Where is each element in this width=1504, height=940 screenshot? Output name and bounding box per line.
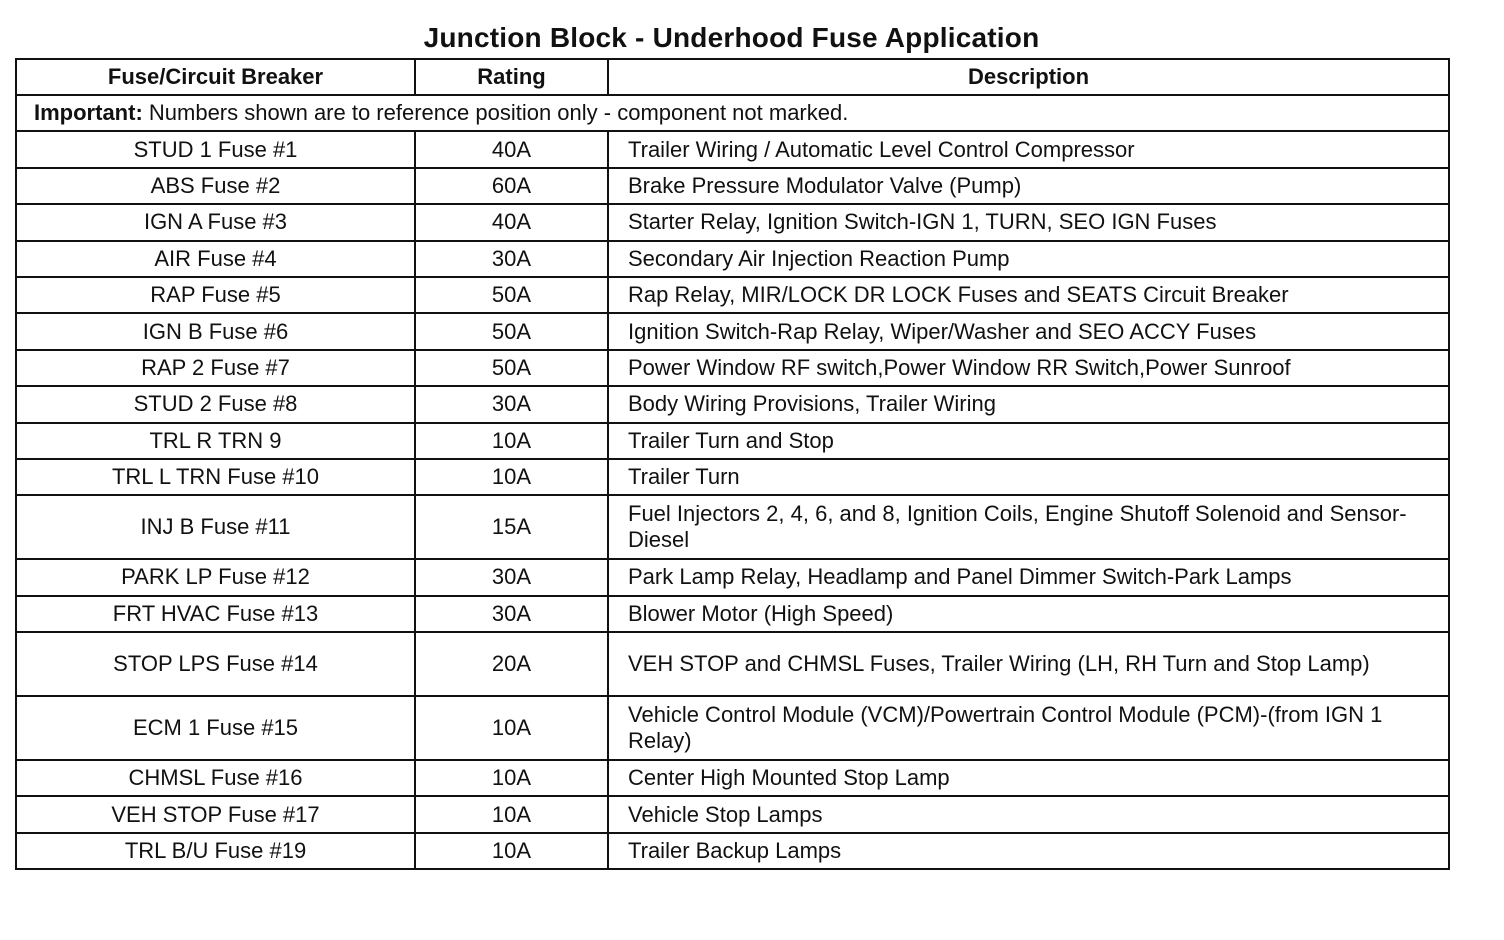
fuse-description: Starter Relay, Ignition Switch-IGN 1, TURN, SEO IGN Fuses bbox=[608, 204, 1449, 240]
table-row bbox=[16, 796, 1449, 832]
table-row bbox=[16, 459, 1449, 495]
table-row bbox=[16, 386, 1449, 422]
fuse-rating: 30A bbox=[415, 559, 608, 595]
fuse-name: FRT HVAC Fuse #13 bbox=[16, 596, 415, 632]
important-text: Numbers shown are to reference position only - component not marked. bbox=[142, 100, 849, 126]
fuse-description: Body Wiring Provisions, Trailer Wiring bbox=[608, 386, 1449, 422]
table-row bbox=[16, 760, 1449, 796]
fuse-rating: 10A bbox=[415, 833, 608, 869]
fuse-name: STUD 1 Fuse #1 bbox=[16, 131, 415, 167]
fuse-rating: 40A bbox=[415, 131, 608, 167]
fuse-description: Vehicle Stop Lamps bbox=[608, 796, 1449, 832]
fuse-description: Rap Relay, MIR/LOCK DR LOCK Fuses and SEATS Circuit Breaker bbox=[608, 277, 1449, 313]
table-row bbox=[16, 423, 1449, 459]
fuse-description: Brake Pressure Modulator Valve (Pump) bbox=[608, 168, 1449, 204]
fuse-name: RAP 2 Fuse #7 bbox=[16, 350, 415, 386]
table-row bbox=[16, 696, 1449, 760]
page-title: Junction Block - Underhood Fuse Application bbox=[423, 22, 1040, 53]
table-row bbox=[16, 241, 1449, 277]
fuse-name: PARK LP Fuse #12 bbox=[16, 559, 415, 595]
table-row bbox=[16, 277, 1449, 313]
fuse-description: Trailer Backup Lamps bbox=[608, 833, 1449, 869]
table-row bbox=[16, 495, 1449, 559]
fuse-description: Trailer Turn and Stop bbox=[608, 423, 1449, 459]
fuse-name: ABS Fuse #2 bbox=[16, 168, 415, 204]
fuse-rating: 30A bbox=[415, 596, 608, 632]
fuse-rating: 50A bbox=[415, 277, 608, 313]
fuse-name: STUD 2 Fuse #8 bbox=[16, 386, 415, 422]
fuse-rating: 10A bbox=[415, 459, 608, 495]
fuse-name: RAP Fuse #5 bbox=[16, 277, 415, 313]
table-row bbox=[16, 131, 1449, 167]
column-header-description: Description bbox=[608, 59, 1449, 95]
fuse-description: Vehicle Control Module (VCM)/Powertrain Control Module (PCM)-(from IGN 1 Relay) bbox=[608, 696, 1449, 760]
fuse-name: AIR Fuse #4 bbox=[16, 241, 415, 277]
fuse-name: CHMSL Fuse #16 bbox=[16, 760, 415, 796]
fuse-rating: 20A bbox=[415, 632, 608, 696]
fuse-rating: 60A bbox=[415, 168, 608, 204]
fuse-rating: 50A bbox=[415, 313, 608, 349]
fuse-name: TRL L TRN Fuse #10 bbox=[16, 459, 415, 495]
column-header-fuse: Fuse/Circuit Breaker bbox=[16, 59, 415, 95]
fuse-name: TRL B/U Fuse #19 bbox=[16, 833, 415, 869]
fuse-rating: 15A bbox=[415, 495, 608, 559]
fuse-rating: 10A bbox=[415, 796, 608, 832]
fuse-rating: 30A bbox=[415, 386, 608, 422]
fuse-description: Power Window RF switch,Power Window RR Switch,Power Sunroof bbox=[608, 350, 1449, 386]
fuse-description: Park Lamp Relay, Headlamp and Panel Dimmer Switch-Park Lamps bbox=[608, 559, 1449, 595]
table-row bbox=[16, 168, 1449, 204]
fuse-name: INJ B Fuse #11 bbox=[16, 495, 415, 559]
important-label: Important: bbox=[34, 100, 143, 126]
fuse-name: STOP LPS Fuse #14 bbox=[16, 632, 415, 696]
fuse-description: Center High Mounted Stop Lamp bbox=[608, 760, 1449, 796]
fuse-description: Trailer Turn bbox=[608, 459, 1449, 495]
table-row bbox=[16, 313, 1449, 349]
fuse-description: Trailer Wiring / Automatic Level Control Compressor bbox=[608, 131, 1449, 167]
table-row bbox=[16, 833, 1449, 869]
fuse-rating: 50A bbox=[415, 350, 608, 386]
note-row bbox=[16, 95, 1449, 131]
fuse-description: Secondary Air Injection Reaction Pump bbox=[608, 241, 1449, 277]
fuse-description: Fuel Injectors 2, 4, 6, and 8, Ignition Coils, Engine Shutoff Solenoid and Sensor-Diesel bbox=[608, 495, 1449, 559]
header-row bbox=[16, 59, 1449, 95]
fuse-description: Blower Motor (High Speed) bbox=[608, 596, 1449, 632]
fuse-rating: 10A bbox=[415, 696, 608, 760]
fuse-rating: 30A bbox=[415, 241, 608, 277]
fuse-description: VEH STOP and CHMSL Fuses, Trailer Wiring (LH, RH Turn and Stop Lamp) bbox=[608, 632, 1449, 696]
fuse-rating: 40A bbox=[415, 204, 608, 240]
table-row bbox=[16, 204, 1449, 240]
fuse-name: IGN B Fuse #6 bbox=[16, 313, 415, 349]
fuse-description: Ignition Switch-Rap Relay, Wiper/Washer and SEO ACCY Fuses bbox=[608, 313, 1449, 349]
fuse-name: IGN A Fuse #3 bbox=[16, 204, 415, 240]
table-row bbox=[16, 632, 1449, 696]
fuse-table bbox=[15, 58, 1450, 870]
table-row bbox=[16, 596, 1449, 632]
column-header-rating: Rating bbox=[415, 59, 608, 95]
important-note bbox=[16, 95, 1449, 131]
fuse-name: ECM 1 Fuse #15 bbox=[16, 696, 415, 760]
fuse-name: VEH STOP Fuse #17 bbox=[16, 796, 415, 832]
table-row bbox=[16, 350, 1449, 386]
fuse-rating: 10A bbox=[415, 423, 608, 459]
fuse-rating: 10A bbox=[415, 760, 608, 796]
fuse-name: TRL R TRN 9 bbox=[16, 423, 415, 459]
table-row bbox=[16, 559, 1449, 595]
